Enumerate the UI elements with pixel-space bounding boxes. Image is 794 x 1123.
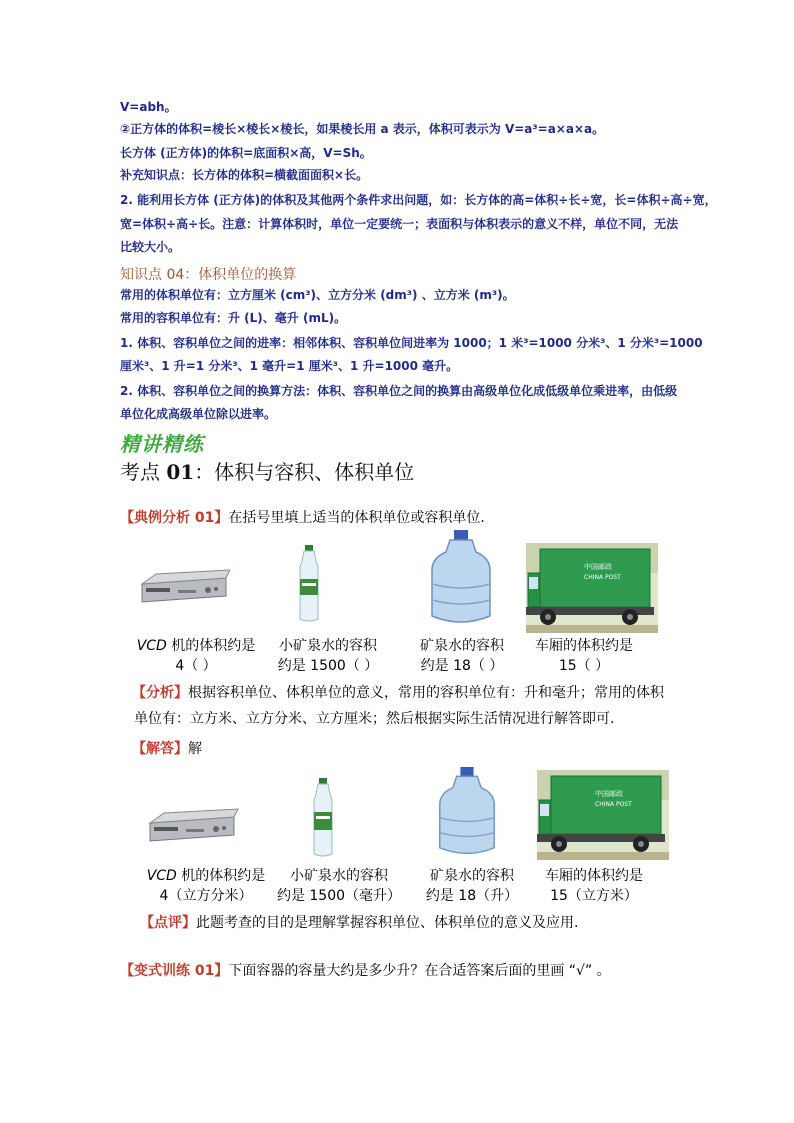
small-water-bottle-image-answer [310, 778, 336, 858]
formula-line-3: 长方体 (正方体)的体积=底面积×高，V=Sh。 [120, 146, 372, 160]
kp-line-1: 常用的体积单位有：立方厘米 (cm³)、立方分米 (dm³) 、立方米 (m³)。 [120, 288, 515, 302]
variant-text: 下面容器的容量大约是多少升？在合适答案后面的里画 “√” 。 [228, 963, 611, 979]
formula-line-2: ②正方体的体积=棱长×棱长×棱长，如果棱长用 a 表示，体积可表示为 V=a³=a×a×a。 [120, 122, 605, 136]
q-caption-vcd [134, 636, 258, 676]
a-caption-truck-c: 15（立方米） [550, 888, 638, 904]
q-caption-truck-c: 15（ ） [558, 658, 610, 674]
kaodian-prefix: 考点 [120, 460, 167, 484]
q-caption-small-b: 小矿泉水的容积 [279, 638, 377, 654]
a-caption-jug [410, 866, 534, 906]
q-caption-vcd-a: VCD [136, 638, 167, 654]
a-caption-jug-b: 矿泉水的容积 [430, 868, 514, 884]
small-water-bottle-image [296, 545, 322, 623]
kp-line-3: 1. 体积、容积单位之间的进率：相邻体积、容积单位间进率为 1000；1 米³=1000 分米³、1 分米³=1000 [120, 336, 703, 350]
variant-block [120, 958, 611, 984]
kp-line-6: 单位化成高级单位除以进率。 [120, 407, 277, 421]
kaodian-heading [120, 456, 414, 485]
analysis-line-1: 根据容积单位、体积单位的意义，常用的容积单位有：升和毫升；常用的体积 [188, 685, 664, 701]
example-text: 在括号里填上适当的体积单位或容积单位. [228, 510, 485, 526]
answer-text: 解 [188, 741, 202, 757]
comment-block [140, 910, 578, 936]
truck-en-text: CHINA POST [584, 574, 621, 581]
vcd-player-image-answer [146, 785, 240, 855]
a-caption-vcd-c: 4（立方分米） [159, 888, 253, 904]
kp-line-4: 厘米³、1 升=1 分米³、1 毫升=1 厘米³、1 升=1000 毫升。 [120, 359, 459, 373]
q-caption-vcd-c: 4（ ） [175, 658, 217, 674]
post-truck-image [526, 543, 658, 633]
knowledge-point-title: 知识点 04：体积单位的换算 [120, 267, 297, 283]
example-tag: 【典例分析 01】 [120, 510, 229, 526]
formula-line-5: 2. 能利用长方体 (正方体)的体积及其他两个条件求出问题，如：长方体的高=体积÷长÷宽，长=体积÷高÷宽， [120, 193, 717, 207]
post-truck-image-answer [536, 770, 670, 860]
comment-text: 此题考查的目的是理解掌握容积单位、体积单位的意义及应用. [196, 915, 579, 931]
a-caption-truck [532, 866, 656, 906]
kp-line-2: 常用的容积单位有：升 (L)、毫升 (mL)。 [120, 311, 347, 325]
analysis-line-2: 单位有：立方米、立方分米、立方厘米；然后根据实际生活情况进行解答即可. [134, 711, 615, 727]
large-water-jug-image [428, 530, 494, 628]
a-caption-vcd-a: VCD [146, 868, 177, 884]
a-caption-truck-b: 车厢的体积约是 [545, 868, 643, 884]
formula-line-4: 补充知识点：长方体的体积=横截面面积×长。 [120, 168, 369, 182]
analysis-tag: 【分析】 [132, 685, 188, 701]
answer-tag: 【解答】 [132, 741, 188, 757]
comment-tag: 【点评】 [140, 915, 196, 931]
q-caption-truck-b: 车厢的体积约是 [535, 638, 633, 654]
a-caption-vcd-b: 机的体积约是 [176, 868, 266, 884]
q-caption-jug [400, 636, 524, 676]
truck-cn-text: 中国邮政 [584, 563, 612, 571]
truck-en-text-answer: CHINA POST [595, 801, 632, 808]
variant-tag: 【变式训练 01】 [120, 963, 229, 979]
a-caption-vcd [142, 866, 270, 906]
q-caption-small-c: 约是 1500（ ） [277, 658, 379, 674]
formula-line-1: V=abh。 [120, 100, 177, 114]
vcd-player-image [138, 540, 230, 618]
section-brand: 精讲精练 [120, 432, 204, 456]
example-heading [120, 507, 485, 527]
answer-block [132, 736, 202, 762]
analysis-block [132, 680, 664, 732]
q-caption-vcd-b: 机的体积约是 [166, 638, 256, 654]
q-caption-jug-c: 约是 18（ ） [420, 658, 504, 674]
a-caption-jug-c: 约是 18（升） [425, 888, 519, 904]
large-water-jug-image-answer [436, 766, 498, 860]
truck-cn-text-answer: 中国邮政 [595, 790, 623, 798]
formula-line-7: 比较大小。 [120, 240, 181, 254]
kp-line-5: 2. 体积、容积单位之间的换算方法：体积、容积单位之间的换算由高级单位化成低级单位乘进率，由低级 [120, 384, 678, 398]
q-caption-small-bottle [266, 636, 390, 676]
kaodian-number: 01 [166, 460, 195, 484]
a-caption-small-b: 小矿泉水的容积 [290, 868, 388, 884]
q-caption-jug-b: 矿泉水的容积 [420, 638, 504, 654]
formula-line-6: 宽=体积÷高÷长。注意：计算体积时，单位一定要统一；表面积与体积表示的意义不样，单位不同，无法 [120, 217, 679, 231]
kaodian-text: ：体积与容积、体积单位 [194, 460, 415, 484]
a-caption-small-bottle [274, 866, 404, 906]
q-caption-truck [522, 636, 646, 676]
a-caption-small-c: 约是 1500（毫升） [276, 888, 402, 904]
